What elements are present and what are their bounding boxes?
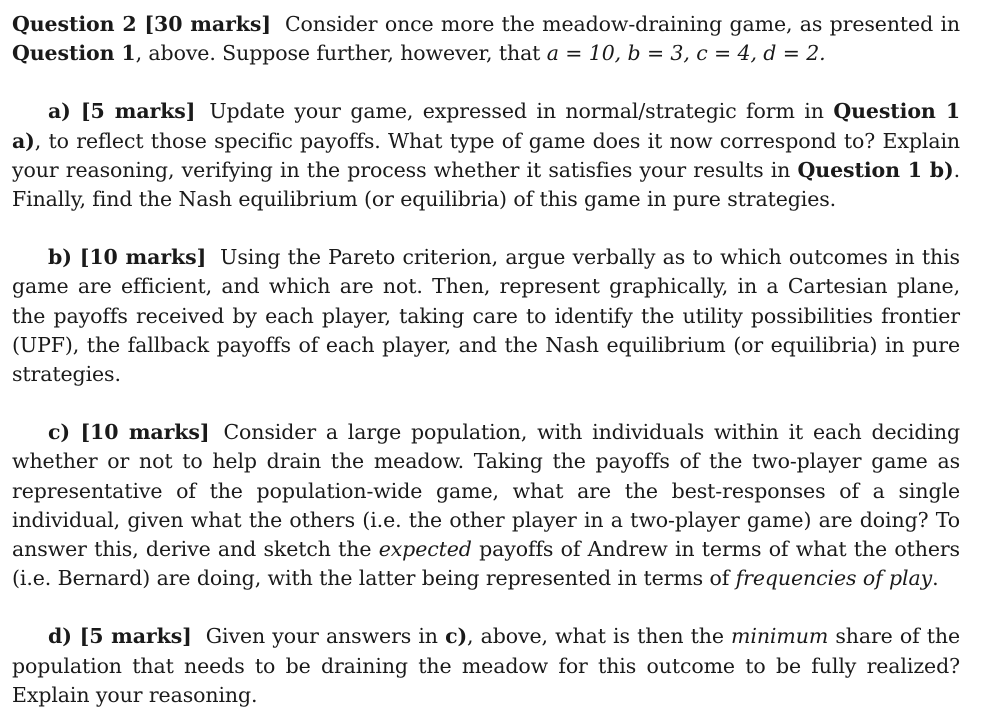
part-a-ref-2: Question 1 b) (797, 157, 954, 182)
part-d (12, 622, 960, 710)
intro-text-1: Consider once more the meadow-draining game, as presented in (284, 12, 960, 36)
part-d-label: d) [5 marks] (48, 624, 192, 649)
part-c-text-1: Consider a large population, with individuals within it each deciding whether or not to help drain the meadow. Taking the payoffs of the two-player game as representative of the population-wide game, what are the best-responses of a single individual, given what the others (i.e. the other player in a two-player game) are doing? To answer this, derive and sketch the (12, 420, 960, 562)
part-a-text-3: . Finally, find the Nash equilibrium (or equilibria) of this game in pure strategies. (12, 157, 961, 212)
part-d-text-2: , above, what is then the (467, 624, 724, 649)
parameter-values: a = 10, b = 3, c = 4, d = 2. (546, 41, 826, 66)
part-d-ref: c) (445, 624, 468, 649)
part-c-emphasis-expected: expected (378, 537, 472, 562)
intro-text-2: , above. Suppose further, however, that (135, 41, 541, 66)
part-a-text-1: Update your game, expressed in normal/strategic form in (209, 99, 824, 124)
part-a-label: a) [5 marks] (48, 99, 196, 124)
part-c-text-2: payoffs of Andrew in terms of what the others (i.e. Bernard) are doing, with the latter being represented in terms of (12, 537, 960, 591)
question-intro (12, 10, 960, 68)
part-c-label: c) [10 marks] (48, 420, 210, 445)
document-page (12, 10, 960, 710)
part-c (12, 418, 960, 593)
part-c-emphasis-frequencies: frequencies of play (735, 566, 933, 591)
part-d-emphasis-minimum: minimum (731, 624, 829, 649)
part-a-text-2: , to reflect those specific payoffs. What type of game does it now correspond to? Explain your reasoning, verifying in the process whether it satisfies your results in (12, 128, 960, 182)
question-1-reference: Question 1 (12, 41, 136, 66)
part-b-label: b) [10 marks] (48, 245, 207, 270)
part-c-text-3: . (932, 566, 939, 591)
part-b-text: Using the Pareto criterion, argue verbally as to which outcomes in this game are efficient, and which are not. Then, represent graphically, in a Cartesian plane, the payoffs received by each player, taking care to identify the utility possibilities frontier (UPF), the fallback payoffs of each player, and the Nash equilibrium (or equilibria) in pure strategies. (12, 245, 960, 387)
part-d-text-1: Given your answers in (205, 624, 438, 649)
question-heading: Question 2 [30 marks] (12, 12, 271, 36)
part-d-text-3: share of the population that needs to be draining the meadow for this outcome to be fully realized? Explain your reasoning. (12, 624, 961, 707)
part-b (12, 243, 960, 389)
part-a-ref-1: Question 1 a) (12, 99, 960, 153)
part-a (12, 97, 960, 214)
